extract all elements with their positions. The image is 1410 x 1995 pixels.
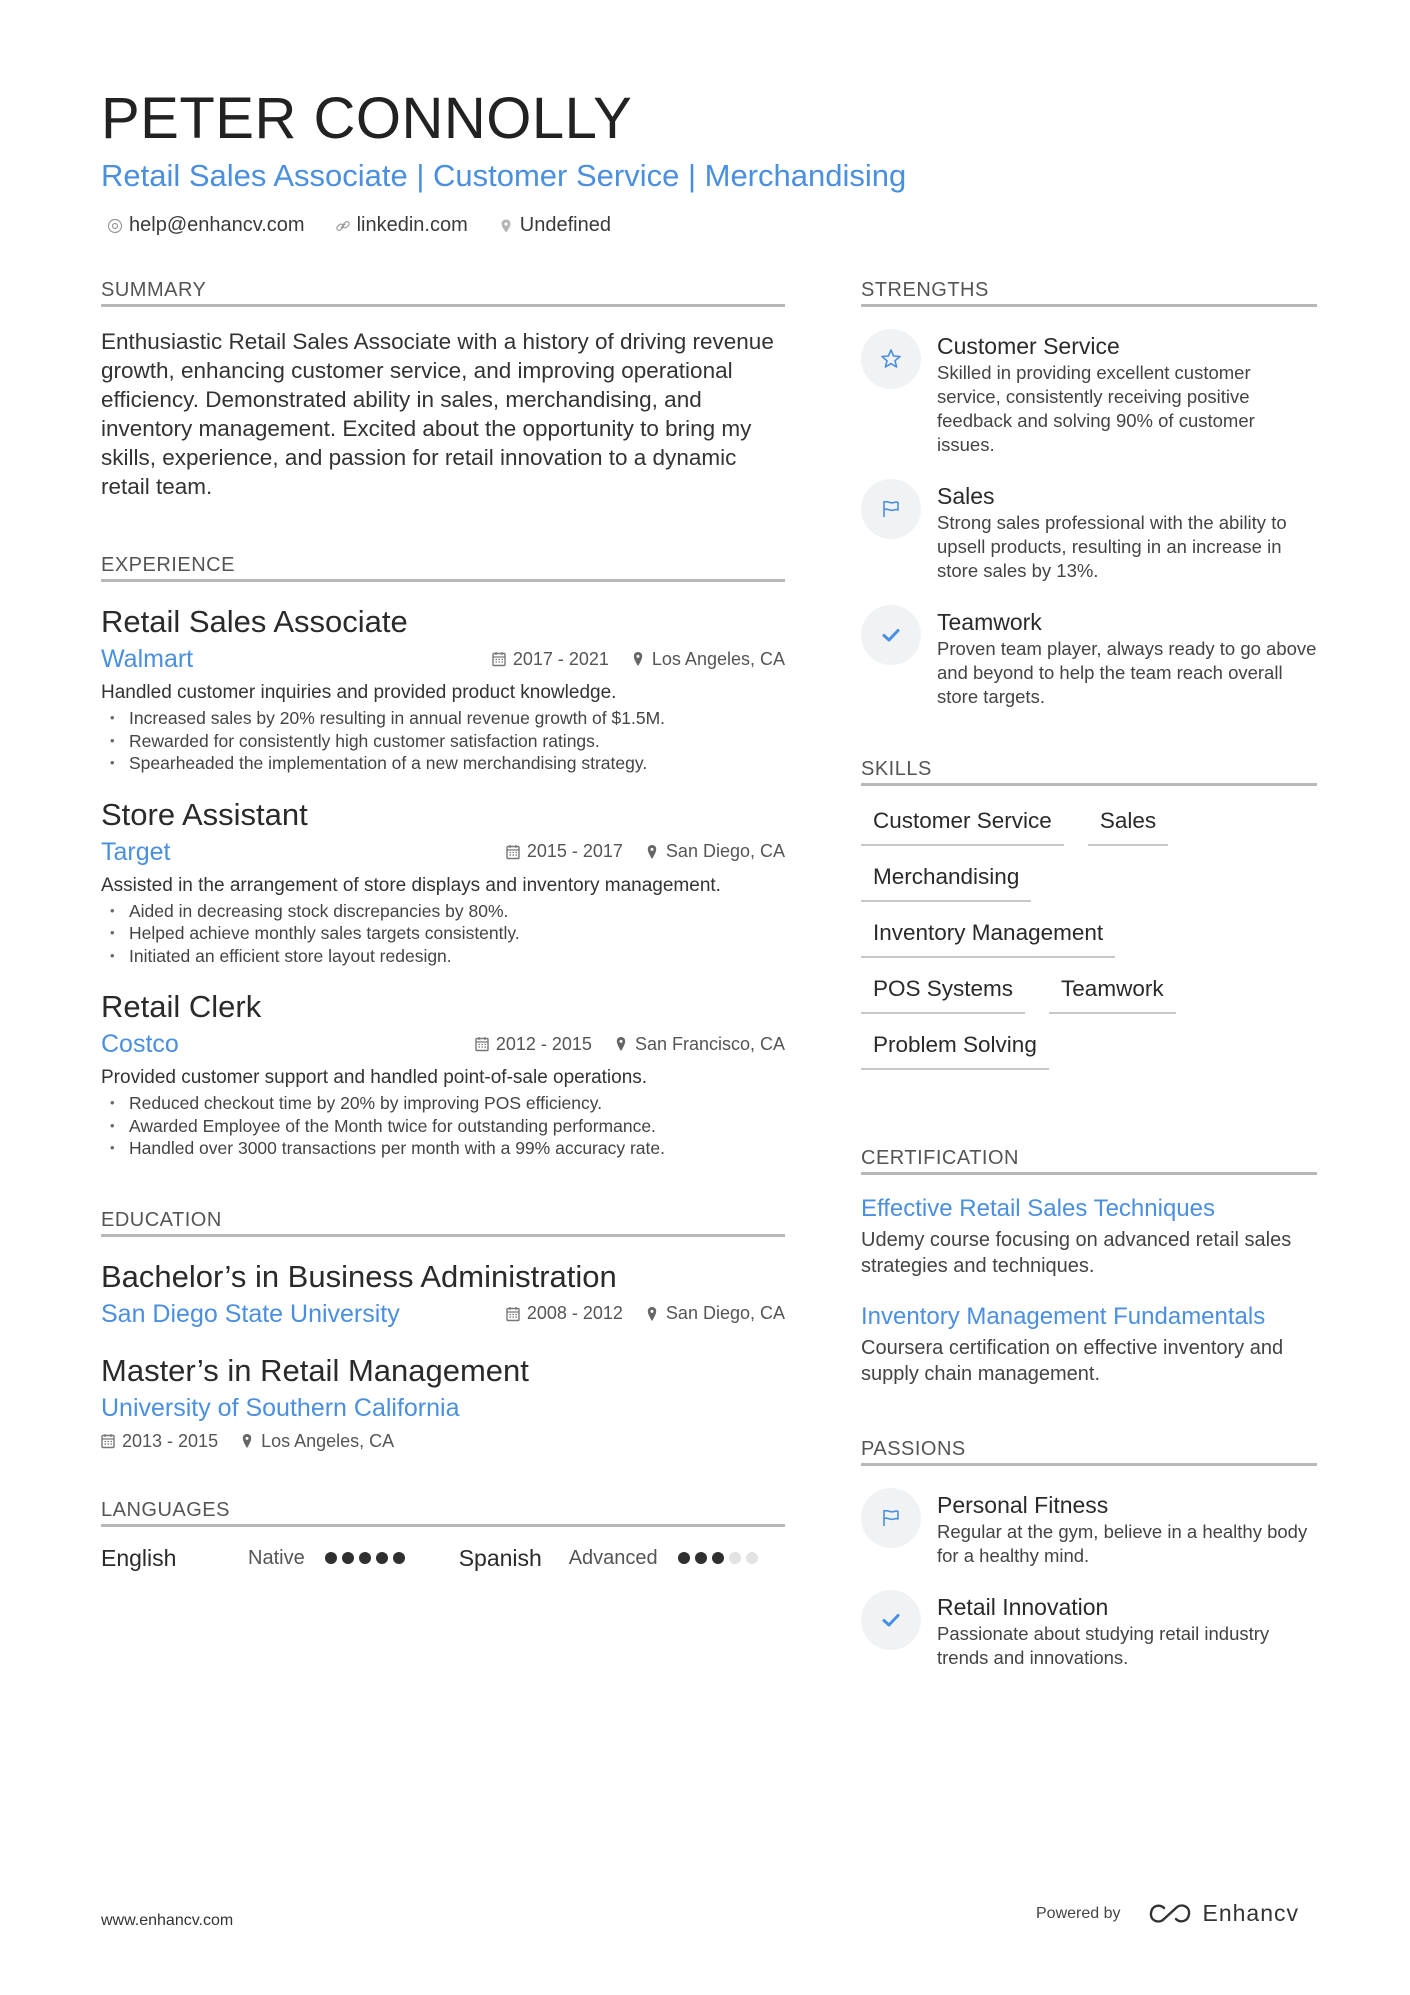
star-icon <box>879 347 903 371</box>
candidate-name: PETER CONNOLLY <box>101 86 633 151</box>
map-pin-icon <box>240 1433 254 1449</box>
rating-dot-empty <box>746 1552 758 1564</box>
experience-section <box>101 553 785 1160</box>
job-bullet: • Handled over 3000 transactions per month with a 99% accuracy rate. <box>101 1137 785 1160</box>
passion-item <box>861 1590 1317 1670</box>
passion-title: Personal Fitness <box>937 1492 1109 1518</box>
right-column <box>861 278 1317 1670</box>
company-name: Walmart <box>101 645 194 673</box>
rating-dot-filled <box>376 1552 388 1564</box>
summary-text: Enthusiastic Retail Sales Associate with a history of driving revenue growth, enhancing customer service, and improving operational efficiency. Demonstrated ability in sales, merchandising, and inventory management. Excited about the opportunity to bring my skills, experience, and passion for retail innovation to a dynamic retail team. <box>101 329 774 499</box>
strength-title: Teamwork <box>937 609 1042 635</box>
language-item <box>459 1545 758 1572</box>
job-bullets <box>101 900 785 968</box>
passion-description: Passionate about studying retail industry trends and innovations. <box>937 1623 1270 1668</box>
experience-title: EXPERIENCE <box>101 553 785 582</box>
strength-item <box>861 605 1317 709</box>
contact-linkedin-text: linkedin.com <box>356 214 468 236</box>
certification-item <box>861 1193 1317 1279</box>
company-name: Target <box>101 837 171 866</box>
job-bullet: • Helped achieve monthly sales targets consistently. <box>101 922 785 945</box>
job-description: Provided customer support and handled point-of-sale operations. <box>101 1067 648 1088</box>
job-description: Assisted in the arrangement of store displays and inventory management. <box>101 874 721 896</box>
school-name: University of Southern California <box>101 1393 460 1422</box>
passions-section <box>861 1437 1317 1670</box>
strengths-section <box>861 278 1317 709</box>
passion-title: Retail Innovation <box>937 1594 1109 1620</box>
certification-description: Coursera certification on effective inventory and supply chain management. <box>861 1337 1284 1385</box>
map-pin-icon <box>614 1036 628 1052</box>
skill-tag: Customer Service <box>861 806 1064 846</box>
contact-email-text: help@enhancv.com <box>129 214 305 236</box>
skills-title: SKILLS <box>861 757 1317 786</box>
strength-description: Proven team player, always ready to go above and beyond to help the team reach overall store targets. <box>937 638 1317 707</box>
job-location: San Francisco, CA <box>634 1033 785 1054</box>
rating-dot-filled <box>678 1552 690 1564</box>
calendar-icon <box>475 1036 489 1052</box>
link-icon <box>335 218 351 234</box>
job-location: Los Angeles, CA <box>651 648 785 669</box>
skill-tag: Sales <box>1088 806 1168 846</box>
certification-description: Udemy course focusing on advanced retail sales strategies and techniques. <box>861 1229 1292 1277</box>
languages-section <box>101 1498 785 1572</box>
enhancv-logo-icon <box>1147 1902 1193 1926</box>
rating-dot-filled <box>359 1552 371 1564</box>
certification-item <box>861 1301 1317 1387</box>
enhancv-logo[interactable] <box>1147 1900 1300 1927</box>
enhancv-brand-text: Enhancv <box>1202 1900 1300 1926</box>
contact-email[interactable] <box>107 214 305 237</box>
skills-list <box>861 806 1317 1070</box>
contact-linkedin[interactable] <box>335 214 468 237</box>
job-description: Handled customer inquiries and provided product knowledge. <box>101 682 617 703</box>
left-column <box>101 278 785 1572</box>
calendar-icon <box>492 651 506 667</box>
languages-title: LANGUAGES <box>101 1498 785 1527</box>
job-bullet: • Increased sales by 20% resulting in annual revenue growth of $1.5M. <box>101 707 785 730</box>
education-item <box>101 1257 785 1331</box>
language-name: English <box>101 1544 177 1571</box>
calendar-icon <box>506 844 520 860</box>
powered-by-label: Powered by <box>1036 1904 1121 1922</box>
passion-description: Regular at the gym, believe in a healthy body for a healthy mind. <box>937 1521 1308 1566</box>
strength-item <box>861 329 1317 457</box>
strength-title: Sales <box>937 483 995 509</box>
language-name: Spanish <box>458 1544 542 1571</box>
job-dates: 2012 - 2015 <box>495 1033 592 1054</box>
skills-section <box>861 757 1317 1070</box>
experience-item <box>101 795 785 968</box>
map-pin-icon <box>645 844 659 860</box>
check-icon <box>879 1608 903 1632</box>
passions-title: PASSIONS <box>861 1437 1317 1466</box>
job-bullet: • Initiated an efficient store layout redesign. <box>101 945 785 968</box>
experience-item <box>101 987 785 1160</box>
flag-icon <box>879 497 903 521</box>
strength-description: Strong sales professional with the ability to upsell products, resulting in an increase in store sales by 13%. <box>937 512 1287 581</box>
rating-dot-filled <box>695 1552 707 1564</box>
job-bullet: • Rewarded for consistently high customer satisfaction ratings. <box>101 730 785 753</box>
candidate-headline: Retail Sales Associate | Customer Service | Merchandising <box>101 158 907 193</box>
map-pin-icon <box>631 651 645 667</box>
language-rating <box>678 1552 758 1564</box>
strength-item <box>861 479 1317 583</box>
languages-list <box>101 1545 785 1572</box>
calendar-icon <box>101 1433 115 1449</box>
job-bullet: • Reduced checkout time by 20% by improving POS efficiency. <box>101 1092 785 1115</box>
check-icon <box>879 623 903 647</box>
resume-header <box>101 84 1321 237</box>
education-dates: 2008 - 2012 <box>526 1303 623 1323</box>
calendar-icon <box>506 1306 520 1322</box>
language-rating <box>325 1552 405 1564</box>
flag-icon <box>879 1506 903 1530</box>
job-title: Store Assistant <box>101 796 308 832</box>
certification-name: Effective Retail Sales Techniques <box>861 1195 1215 1222</box>
rating-dot-filled <box>325 1552 337 1564</box>
contact-bar <box>101 214 1321 237</box>
company-name: Costco <box>101 1030 179 1058</box>
rating-dot-filled <box>712 1552 724 1564</box>
contact-location-text: Undefined <box>519 214 611 236</box>
summary-section <box>101 278 785 501</box>
map-pin-icon <box>498 218 514 234</box>
job-location: San Diego, CA <box>665 841 785 861</box>
job-bullets <box>101 707 785 775</box>
strength-title: Customer Service <box>937 333 1120 359</box>
education-item <box>101 1351 785 1452</box>
footer-website[interactable]: www.enhancv.com <box>101 1912 234 1929</box>
passion-item <box>861 1488 1317 1568</box>
education-location: Los Angeles, CA <box>261 1430 395 1451</box>
education-section <box>101 1208 785 1452</box>
language-level: Advanced <box>568 1546 658 1569</box>
skill-tag: POS Systems <box>861 974 1025 1014</box>
job-title: Retail Clerk <box>101 989 262 1024</box>
degree-title: Bachelor’s in Business Administration <box>101 1258 617 1294</box>
certification-section <box>861 1146 1317 1387</box>
skill-tag: Teamwork <box>1049 974 1176 1014</box>
rating-dot-filled <box>342 1552 354 1564</box>
education-dates: 2013 - 2015 <box>122 1430 219 1451</box>
at-icon <box>107 218 123 234</box>
summary-title: SUMMARY <box>101 278 785 307</box>
language-item <box>101 1545 405 1572</box>
job-bullet: • Aided in decreasing stock discrepancies by 80%. <box>101 900 785 923</box>
degree-title: Master’s in Retail Management <box>101 1352 529 1388</box>
footer-branding <box>1036 1900 1299 1927</box>
strength-description: Skilled in providing excellent customer service, consistently receiving positive feedback and solving 90% of customer issues. <box>937 362 1255 455</box>
skill-tag: Merchandising <box>861 862 1031 902</box>
rating-dot-filled <box>393 1552 405 1564</box>
language-level: Native <box>248 1546 305 1569</box>
certification-name: Inventory Management Fundamentals <box>861 1303 1266 1330</box>
contact-location <box>498 214 611 237</box>
rating-dot-empty <box>729 1552 741 1564</box>
job-title: Retail Sales Associate <box>101 604 408 639</box>
job-bullet: • Awarded Employee of the Month twice for outstanding performance. <box>101 1115 785 1138</box>
job-dates: 2015 - 2017 <box>526 841 623 861</box>
skill-tag: Inventory Management <box>861 918 1115 958</box>
job-dates: 2017 - 2021 <box>512 648 609 669</box>
education-title: EDUCATION <box>101 1208 785 1237</box>
strengths-title: STRENGTHS <box>861 278 1317 307</box>
certification-title: CERTIFICATION <box>861 1146 1317 1175</box>
education-location: San Diego, CA <box>665 1303 785 1323</box>
job-bullet: • Spearheaded the implementation of a new merchandising strategy. <box>101 752 785 775</box>
skill-tag: Problem Solving <box>861 1030 1049 1070</box>
job-bullets <box>101 1092 785 1160</box>
school-name: San Diego State University <box>101 1299 400 1328</box>
map-pin-icon <box>645 1306 659 1322</box>
experience-item <box>101 602 785 775</box>
